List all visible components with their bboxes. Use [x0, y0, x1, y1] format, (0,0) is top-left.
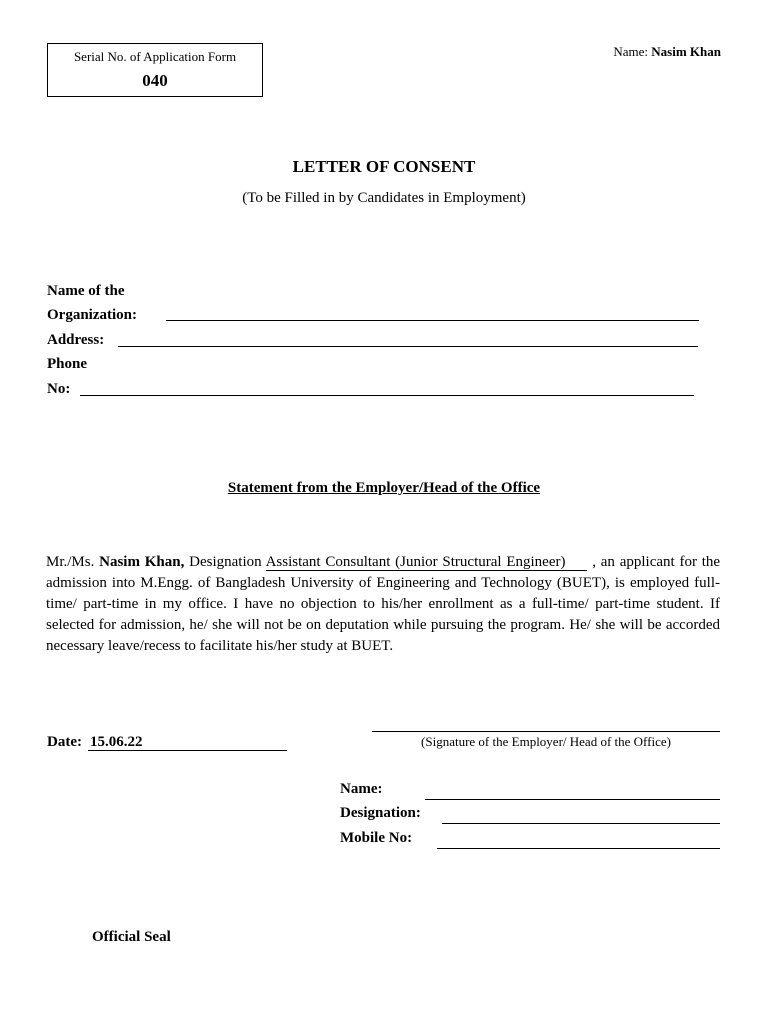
address-label: Address: — [47, 332, 105, 348]
statement-heading-text: Statement from the Employer/Head of the Office — [227, 480, 541, 496]
signature-caption: (Signature of the Employer/ Head of the Office) — [421, 734, 671, 749]
title-prefix: Mr./Ms. — [46, 554, 95, 570]
serial-number: 040 — [142, 71, 168, 90]
signer-name-label: Name: — [340, 781, 383, 797]
statement-heading — [0, 480, 768, 497]
header-name-label: Name: — [613, 44, 649, 59]
designation-label: Designation — [189, 554, 262, 570]
phone-label-line1: Phone — [47, 356, 88, 372]
phone-label-line2: No: — [47, 381, 71, 397]
org-name-field[interactable] — [166, 320, 699, 321]
address-field[interactable] — [118, 346, 698, 347]
statement-paragraph — [46, 552, 720, 657]
date-label: Date: — [47, 734, 82, 750]
designation-value[interactable]: Assistant Consultant (Junior Structural Engineer) — [266, 554, 588, 571]
signer-name-field[interactable] — [425, 799, 720, 800]
org-name-label-line1: Name of the — [47, 283, 125, 299]
org-name-label-line2: Organization: — [47, 307, 137, 323]
official-seal-label: Official Seal — [92, 929, 171, 945]
page-subtitle: (To be Filled in by Candidates in Employment) — [242, 190, 526, 206]
applicant-name: Nasim Khan, — [99, 554, 185, 570]
page-title: LETTER OF CONSENT — [292, 157, 476, 176]
phone-field[interactable] — [80, 395, 694, 396]
signer-mobile-label: Mobile No: — [340, 830, 413, 846]
header-name-value: Nasim Khan — [651, 44, 721, 59]
date-line — [88, 750, 287, 751]
date-value[interactable]: 15.06.22 — [90, 734, 143, 750]
signer-designation-label: Designation: — [340, 805, 421, 821]
signature-line[interactable] — [372, 731, 720, 732]
serial-label: Serial No. of Application Form — [73, 49, 237, 64]
serial-number-box — [47, 43, 263, 97]
signer-mobile-field[interactable] — [437, 848, 720, 849]
header-name — [613, 44, 721, 60]
statement-body: , an applicant for the admission into M.Engg. of Bangladesh University of Engineering and Technology (BUET), is employed full-time/ part-time in my office. I have no objection to his/her enrollment as a full-time/ part-time student. If selected for admission, he/ she will not be on deputation while pursuing the program. He/ she will be accorded necessary leave/recess to facilitate his/her study at BUET. — [46, 554, 721, 654]
signer-designation-field[interactable] — [442, 823, 720, 824]
